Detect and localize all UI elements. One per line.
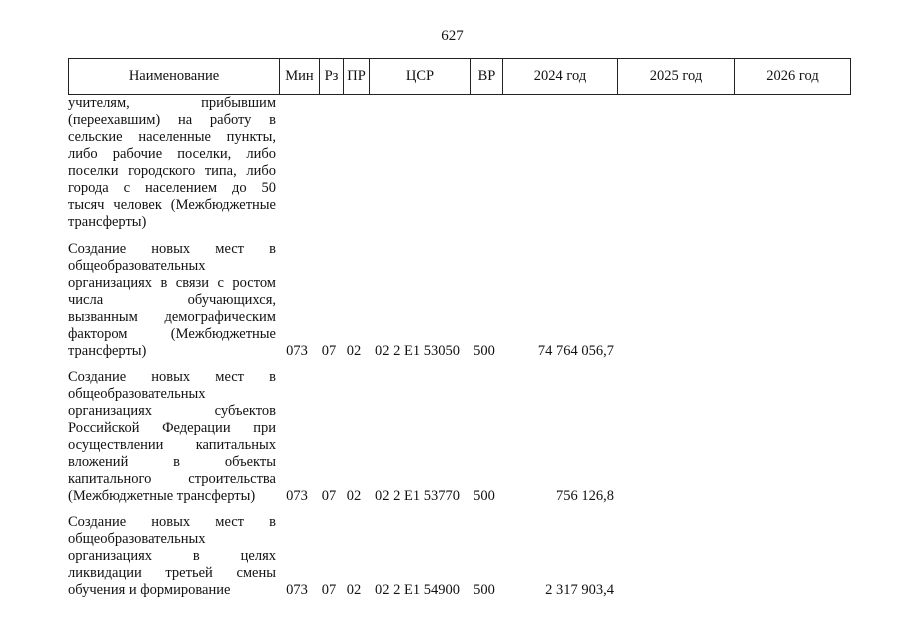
row-csr: 02 2 E1 54900 (375, 582, 460, 598)
row-min: 073 (286, 488, 308, 504)
row-name (68, 241, 277, 360)
header-csr: ЦСР (370, 59, 471, 95)
row-vr: 500 (473, 582, 495, 598)
row-rz: 07 (321, 582, 337, 598)
row-name-line: тысяч человек (Межбюджетные (68, 197, 276, 213)
header-pr: ПР (344, 59, 370, 95)
row-name-line: осуществлении капитальных (68, 437, 276, 453)
row-min: 073 (286, 343, 308, 359)
header-rz: Рз (320, 59, 344, 95)
row-name-line: Создание новых мест в (68, 369, 276, 385)
row-vr: 500 (473, 488, 495, 504)
header-2026: 2026 год (735, 59, 851, 95)
row-name-line: (Межбюджетные трансферты) (68, 488, 256, 504)
row-name-line: ликвидации третьей смены (68, 565, 276, 581)
row-name-line: общеобразовательных (68, 386, 206, 402)
table-row (68, 241, 850, 360)
table-row (68, 95, 850, 231)
page-number: 627 (441, 28, 464, 44)
row-name-line: трансферты) (68, 214, 147, 230)
row-name-line: обучения и формирование (68, 582, 231, 598)
row-name-line: Российской Федерации при (68, 420, 276, 436)
row-pr: 02 (346, 488, 362, 504)
header-min: Мин (280, 59, 320, 95)
row-vr: 500 (473, 343, 495, 359)
row-rz: 07 (321, 488, 337, 504)
row-name-line: учителям, прибывшим (68, 95, 276, 111)
row-min: 073 (286, 582, 308, 598)
row-name (68, 369, 277, 505)
header-name: Наименование (69, 59, 280, 95)
row-name-line: города с населением до 50 (68, 180, 276, 196)
row-name-line: вложений в объекты (68, 454, 276, 470)
row-csr: 02 2 E1 53050 (375, 343, 460, 359)
row-name (68, 514, 277, 599)
header-2024: 2024 год (503, 59, 618, 95)
row-rz: 07 (321, 343, 337, 359)
row-name-line: капитального строительства (68, 471, 276, 487)
table-header (68, 58, 851, 95)
row-name-line: либо рабочие поселки, либо (68, 146, 276, 162)
row-name-line: Создание новых мест в (68, 241, 276, 257)
row-name-line: Создание новых мест в (68, 514, 276, 530)
table-row (68, 514, 850, 599)
row-name-line: (переехавшим) на работу в (68, 112, 276, 128)
header-vr: ВР (471, 59, 503, 95)
row-name-line: организациях в связи с ростом (68, 275, 276, 291)
header-2025: 2025 год (618, 59, 735, 95)
row-2024: 2 317 903,4 (545, 582, 614, 598)
row-name-line: сельские населенные пункты, (68, 129, 276, 145)
row-name-line: общеобразовательных (68, 531, 206, 547)
row-name-line: фактором (Межбюджетные (68, 326, 276, 342)
row-name-line: трансферты) (68, 343, 147, 359)
row-name-line: организациях в целях (68, 548, 276, 564)
row-name-line: вызванным демографическим (68, 309, 276, 325)
row-name-line: числа обучающихся, (68, 292, 276, 308)
row-name (68, 95, 277, 231)
row-2024: 74 764 056,7 (537, 343, 614, 359)
row-2024: 756 126,8 (556, 488, 614, 504)
row-name-line: поселки городского типа, либо (68, 163, 276, 179)
row-name-line: общеобразовательных (68, 258, 206, 274)
row-pr: 02 (346, 582, 362, 598)
table-body (68, 95, 850, 608)
table-row (68, 369, 850, 505)
row-name-line: организациях субъектов (68, 403, 276, 419)
row-csr: 02 2 E1 53770 (375, 488, 460, 504)
row-pr: 02 (346, 343, 362, 359)
